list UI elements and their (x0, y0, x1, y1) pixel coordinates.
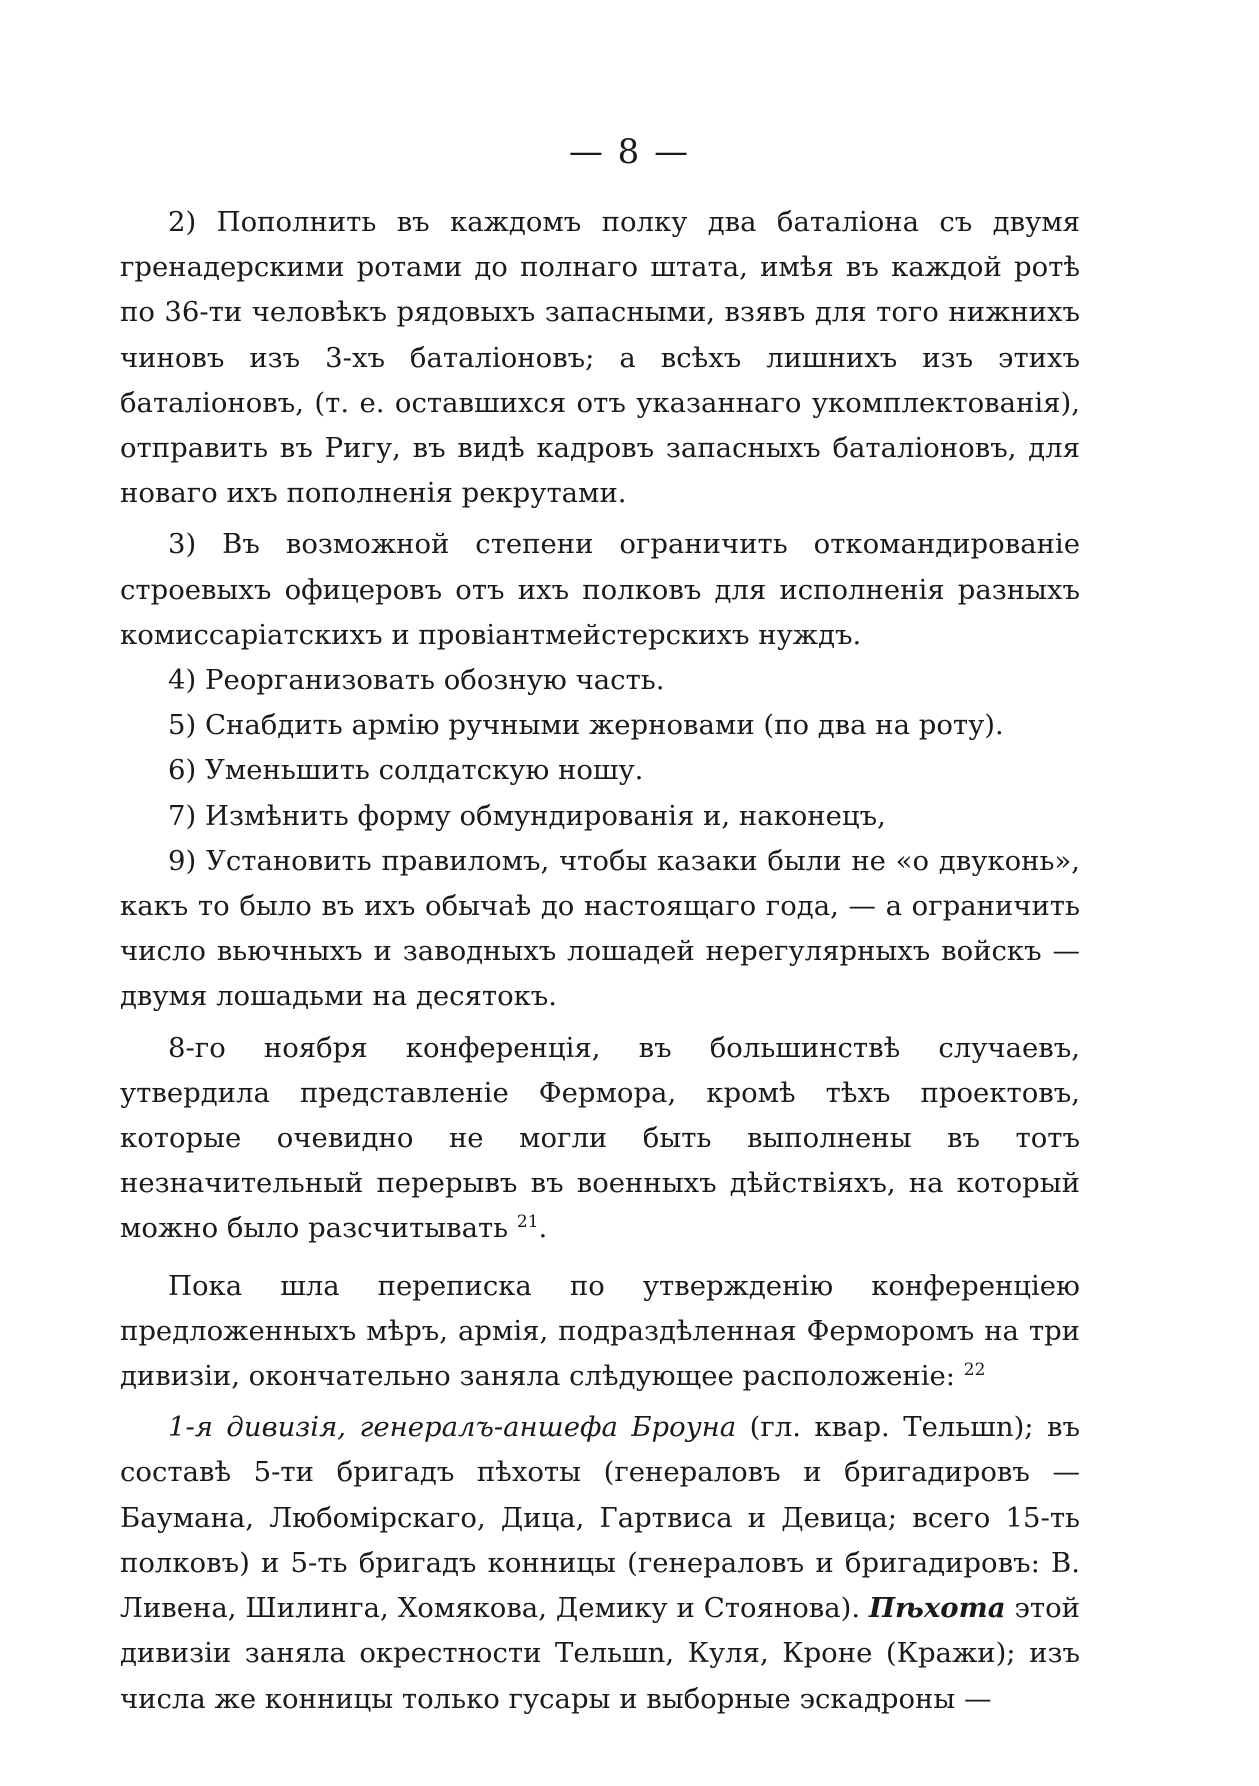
footnote-ref-22: 22 (963, 1359, 986, 1380)
paragraph-army-disposition-text: Пока шла переписка по утвержденію конференціею предложенныхъ мѣръ, армія, подраздѣленная Ферморомъ на три дивизіи, окончательно заняла слѣдующее расположеніе: (120, 1269, 1080, 1393)
division-text-b: этой дивизіи заняла окрестности Тельшn, Куля, Кроне (Кражи); изъ числа же конницы только гусары и выборные эскадроны — (120, 1592, 1080, 1715)
paragraph-item-7: 7) Измѣнить форму обмундированія и, наконецъ, (168, 799, 886, 832)
paragraph-item-6: 6) Уменьшить солдатскую ношу. (168, 754, 644, 787)
body-text (120, 200, 1080, 1722)
paragraph-army-disposition (120, 1264, 1080, 1400)
paragraph-first-division (120, 1405, 1080, 1721)
footnote-ref-21: 21 (516, 1212, 539, 1233)
paragraph-item-5: 5) Снабдить армію ручными жерновами (по два на роту). (168, 709, 1004, 742)
paragraph-conference-end: . (538, 1212, 548, 1245)
infantry-term: Пѣхота (869, 1592, 1006, 1625)
division-heading: 1-я дивизія, генералъ-аншефа Броуна (168, 1411, 737, 1444)
paragraph-conference (120, 1026, 1080, 1252)
paragraph-item-4: 4) Реорганизовать обозную часть. (168, 664, 665, 697)
division-text-a: (гл. квар. Тельшn); въ составѣ 5-ти бригадъ пѣхоты (генераловъ и бригадировъ — Баумана, Любомірскаго, Дица, Гартвиса и Девица; всего 15-ть полковъ) и 5-ть бригадъ конницы (генераловъ и бригадировъ: В. Ливена, Шилинга, Хомякова, Демику и Стоянова). (120, 1411, 1080, 1625)
paragraph-item-9: 9) Установить правиломъ, чтобы казаки были не «о двуконь», какъ то было въ ихъ обычаѣ до настоящаго года, — а ограничить число вьючныхъ и заводныхъ лошадей нерегулярныхъ войскъ — двумя лошадьми на десятокъ. (120, 844, 1080, 1013)
paragraph-item-2: 2) Пополнить въ каждомъ полку два баталіона съ двумя гренадерскими ротами до полнаго штата, имѣя въ каждой ротѣ по 36-ти человѣкъ рядовыхъ запасными, взявъ для того нижнихъ чиновъ изъ 3-хъ баталіоновъ; а всѣхъ лишнихъ изъ этихъ баталіоновъ, (т. е. оставшихся отъ указаннаго укомплектованія), отправить въ Ригу, въ видѣ кадровъ запасныхъ баталіоновъ, для новаго ихъ пополненія рекрутами. (120, 206, 1080, 510)
page-number: — 8 — (568, 132, 691, 172)
paragraph-conference-text: 8-го ноября конференція, въ большинствѣ случаевъ, утвердила представленіе Фермора, кромѣ тѣхъ проектовъ, которые очевидно не могли быть выполнены въ тотъ незначительный перерывъ въ военныхъ дѣйствіяхъ, на который можно было разсчитывать (120, 1031, 1080, 1245)
paragraph-item-3: 3) Въ возможной степени ограничить откомандированіе строевыхъ офицеровъ отъ ихъ полковъ для исполненія разныхъ комиссаріатскихъ и провіантмейстерскихъ нуждъ. (120, 528, 1080, 651)
